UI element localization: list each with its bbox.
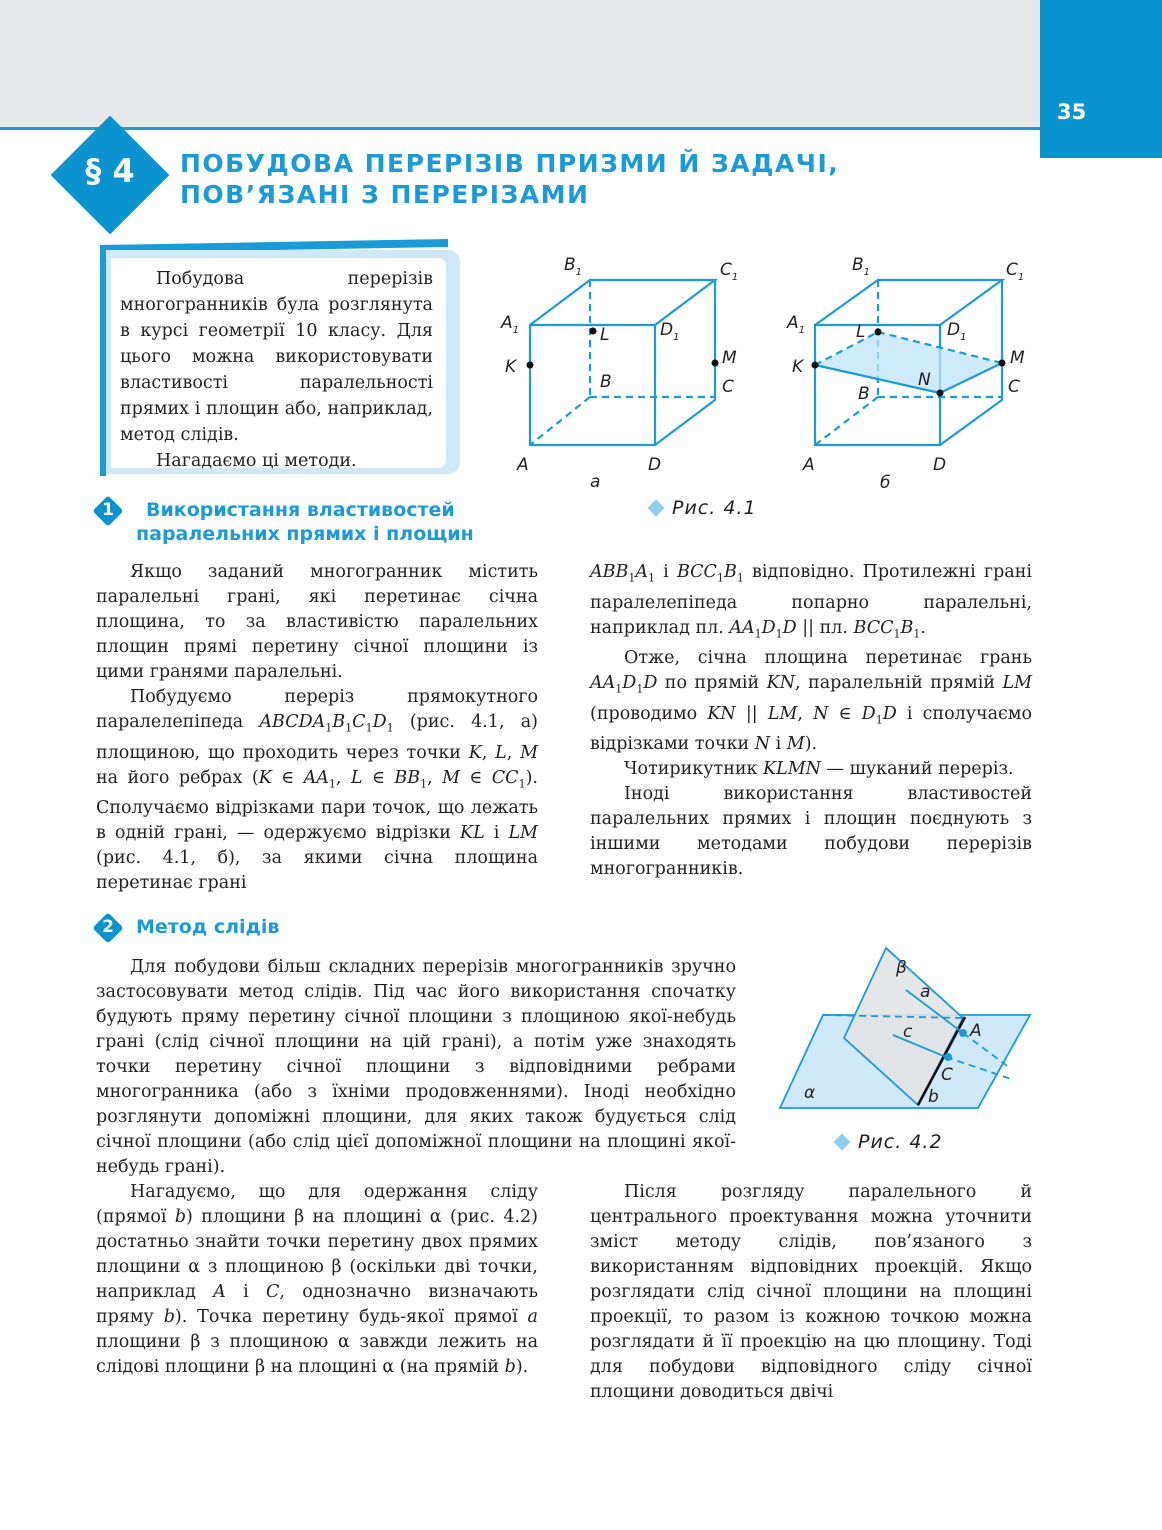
section-2-badge: 2	[94, 914, 122, 942]
header-band	[0, 0, 1040, 128]
reminder-note	[100, 250, 462, 476]
title-line-1: ПОБУДОВА ПЕРЕРІЗІВ ПРИЗМИ Й ЗАДАЧІ,	[180, 149, 840, 178]
svg-text:K: K	[505, 357, 517, 377]
section-1-left-text: Якщо заданий многогранник містить паралельні грані, які перетинає січна площина, то за властивістю паралельних площин прямі перетину січної площини із цими гранями паралельні. Побудуємо переріз прямокутного паралелепіпеда $ABCDA_1B_1C_1D_1$ (рис. 4.1, а) площиною, що проходить через точки K, L, M на його ребрах (K ∈ $AA_1$, L ∈ $BB_1$, M ∈ $CC_1$). Сполучаємо відрізками пари точок, що лежать в одній грані, — одержуємо відрізки KL і LM (рис. 4.1, б), за якими січна площина перетинає грані	[96, 562, 538, 893]
svg-text:C: C	[722, 377, 734, 397]
section-2-title: Метод слідів	[136, 916, 280, 938]
figure-4-1-caption: Рис. 4.1	[650, 497, 757, 519]
page-number-box	[1040, 0, 1162, 158]
svg-text:N: N	[918, 370, 931, 390]
svg-text:L: L	[856, 322, 866, 342]
svg-text:A1: $A_1$	[501, 313, 520, 336]
svg-text:β: β	[896, 958, 907, 978]
section-1-badge: 1	[94, 497, 122, 525]
figure-4-1	[490, 245, 1050, 525]
note-text: Побудова перерізів многогранників була розглянута в курсі геометрії 10 класу. Для цього можна використовувати властивості паралельності прямих і площин або, наприклад, метод слідів. Нагадаємо ці методи.	[120, 269, 433, 471]
header-rule	[0, 127, 1040, 130]
svg-text:a: a	[920, 982, 931, 1002]
svg-text:D: D	[933, 455, 947, 475]
svg-text:C1: $C_1$	[720, 260, 739, 283]
section-2-intro-text: Для побудови більш складних перерізів многогранників зручно застосовувати метод слідів. Під час його використання спочатку будують пряму перетину січної площини з площиною якої-небудь грані (слід січної площини на цій грані), а потім уже знаходять точки перетину січної площини з відповідними ребрами многогранника (або з їхніми продовженнями). Іноді необхідно розглянути допоміжні площини, для яких також будується слід січної площини (або слід цієї допоміжної площини на площині якої-небудь грані).	[96, 957, 736, 1177]
svg-text:L: L	[600, 325, 610, 345]
svg-text:D: D	[648, 455, 662, 475]
svg-text:а: а	[590, 472, 601, 492]
svg-text:A: A	[970, 1021, 982, 1041]
section-2-left-text: Нагадуємо, що для одержання сліду (прямої b) площини β на площині α (рис. 4.2) достатньо знайти точки перетину двох прямих площини α з площиною β (оскільки дві точки, наприклад A і C, однозначно визначають пряму b). Точка перетину будь-якої прямої a площини β з площиною α завжди лежить на слідові площини β на площині α (на прямій b).	[96, 1182, 539, 1377]
svg-text:α: α	[804, 1083, 816, 1103]
svg-text:D1: $D_1$	[947, 320, 967, 343]
svg-text:M: M	[722, 348, 737, 368]
svg-text:B1: $B_1$	[564, 255, 583, 278]
section-1-title: Використання властивостей паралельних прямих і площин	[136, 499, 474, 545]
page-number: 35	[1057, 100, 1087, 124]
figure-4-2-caption: Рис. 4.2	[836, 1131, 943, 1153]
title-line-2: ПОВ’ЯЗАНІ З ПЕРЕРІЗАМИ	[180, 180, 590, 209]
svg-text:B1: $B_1$	[852, 255, 871, 278]
section-number: § 4	[85, 152, 135, 190]
svg-text:B: B	[600, 372, 612, 392]
figure-4-2	[778, 940, 1038, 1115]
svg-text:M: M	[1010, 348, 1025, 368]
svg-text:A: A	[803, 455, 815, 475]
section-2-right-text: Після розгляду паралельного й центрального проектування можна уточнити зміст методу слідів, пов’язаного з використанням відповідних проекцій. Якщо розглядати слід січної площини на площині проекції, то разом із кожною точкою можна розглядати й її проекцію на цю площину. Тоді для побудови відповідного сліду січної площини доводиться двічі	[590, 1182, 1032, 1402]
svg-text:c: c	[903, 1022, 913, 1042]
section-klmn	[815, 332, 1002, 393]
section-1-right-text: $ABB_1A_1$ і $BCC_1B_1$ відповідно. Протилежні грані паралелепіпеда попарно паралельні, наприклад пл. $AA_1D_1D$ || пл. $BCC_1B_1$. Отже, січна площина перетинає грань $AA_1D_1D$ по прямій KN, паралельній прямій LM (проводимо KN || LM, N ∈ $D_1D$ і сполучаємо відрізками точки N і M). Чотирикутник KLMN — шуканий переріз. Іноді використання властивостей паралельних прямих і площин поєднують з іншими методами побудови перерізів многогранників.	[590, 562, 1033, 879]
svg-text:A1: $A_1$	[787, 313, 806, 336]
svg-text:b: b	[928, 1087, 939, 1107]
svg-text:C: C	[1008, 377, 1020, 397]
svg-text:D1: $D_1$	[660, 320, 680, 343]
svg-text:B: B	[858, 384, 870, 404]
svg-text:C1: $C_1$	[1006, 260, 1025, 283]
svg-text:б: б	[880, 473, 891, 493]
svg-text:C: C	[941, 1065, 953, 1085]
svg-text:A: A	[517, 455, 529, 475]
section-title	[180, 148, 839, 210]
svg-text:K: K	[792, 357, 804, 377]
